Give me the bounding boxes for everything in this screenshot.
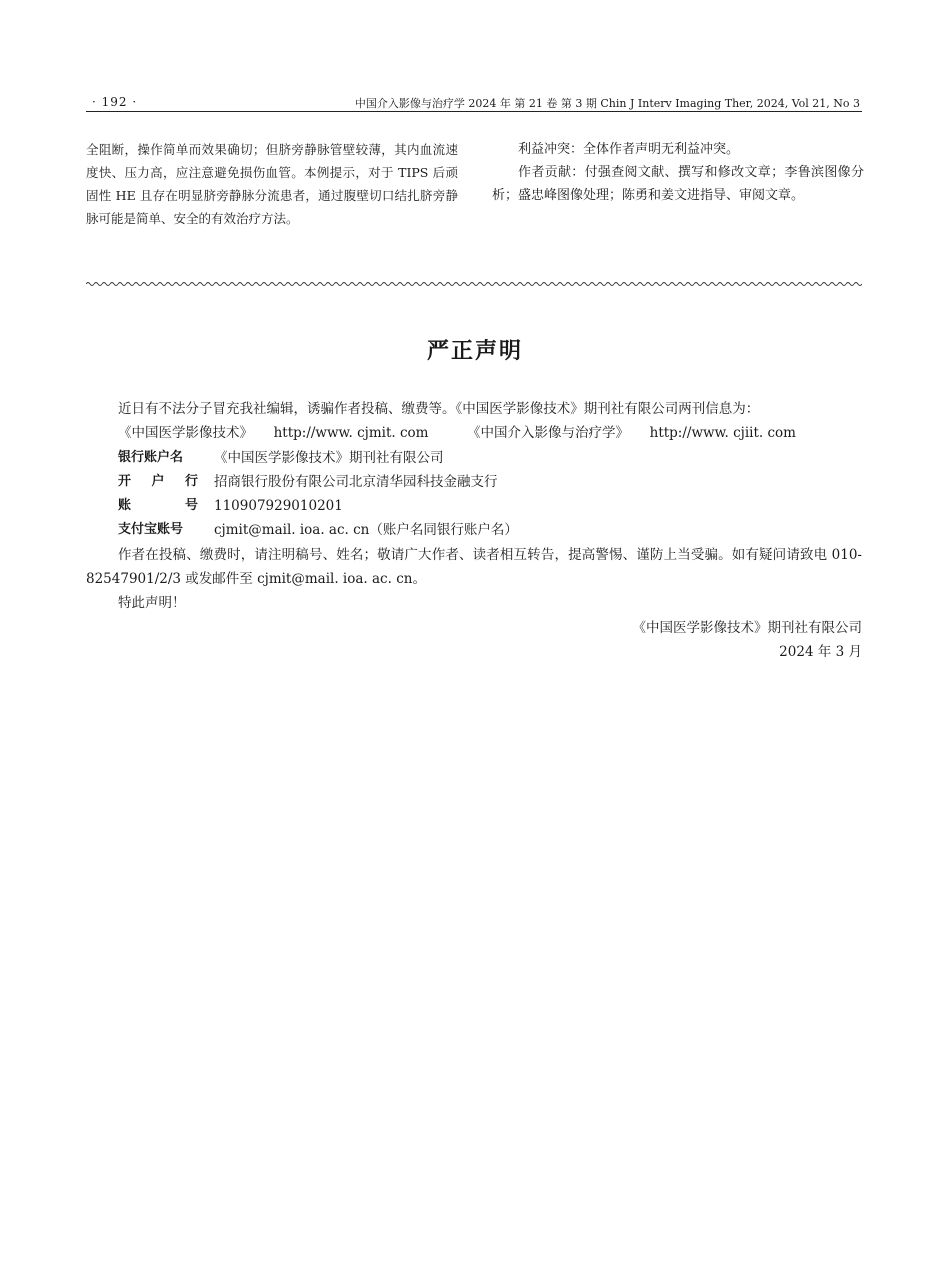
bank-branch-value: 招商银行股份有限公司北京清华园科技金融支行	[214, 473, 498, 490]
bank-account-name-label: 银行账户名	[118, 449, 184, 465]
notice-intro: 近日有不法分子冒充我社编辑，诱骗作者投稿、缴费等。《中国医学影像技术》期刊社有限公司两刊信息为：	[118, 401, 760, 417]
article-left-column	[86, 138, 458, 230]
author-contributions: 作者贡献：付强查阅文献、撰写和修改文章；李鲁滨图像分析；盛忠峰图像处理；陈勇和姜文进指导、审阅文章。	[492, 165, 864, 203]
bank-branch-label: 开 户 行	[118, 473, 198, 489]
notice-warning: 作者在投稿、缴费时，请注明稿号、姓名；敬请广大作者、读者相互转告，提高警惕、谨防上当受骗。如有疑问请致电 010-82547901/2/3 或发邮件至 cjmit@mail. ioa. ac. cn。	[86, 546, 862, 588]
page-number: · 192 ·	[92, 95, 138, 109]
conflict-of-interest: 利益冲突：全体作者声明无利益冲突。	[518, 142, 740, 157]
account-number-row	[86, 494, 862, 518]
wave-divider	[86, 279, 862, 289]
notice-signature: 《中国医学影像技术》期刊社有限公司	[632, 619, 862, 636]
alipay-label: 支付宝账号	[118, 522, 184, 538]
header-rule	[86, 111, 862, 112]
account-number-label: 账 号	[118, 498, 198, 514]
bank-account-name-value: 《中国医学影像技术》期刊社有限公司	[214, 449, 444, 466]
journal-sites	[86, 421, 862, 445]
notice-closing: 特此声明！	[118, 595, 186, 612]
notice-title: 严正声明	[426, 339, 523, 364]
journal2-url[interactable]: http://www. cjiit. com	[649, 425, 796, 442]
running-head: 中国介入影像与治疗学 2024 年 第 21 卷 第 3 期 Chin J Interv Imaging Ther, 2024, Vol 21, No 3	[354, 97, 860, 110]
alipay-row	[86, 518, 862, 542]
journal1-name: 《中国医学影像技术》	[118, 425, 253, 442]
account-number-value: 110907929010201	[214, 498, 343, 515]
bank-branch-row	[86, 470, 862, 494]
journal1-url[interactable]: http://www. cjmit. com	[273, 425, 429, 442]
article-right-column	[492, 138, 864, 207]
notice-date: 2024 年 3 月	[779, 643, 862, 660]
article-conclusion-text: 全阻断，操作简单而效果确切；但脐旁静脉管壁较薄，其内血流速度快、压力高，应注意避免损伤血管。本例提示，对于 TIPS 后顽固性 HE 且存在明显脐旁静脉分流患者，通过腹壁切口结扎脐旁静脉可能是简单、安全的有效治疗方法。	[86, 142, 458, 226]
bank-account-name-row	[86, 446, 862, 470]
notice-body	[86, 397, 862, 664]
journal2-name: 《中国介入影像与治疗学》	[467, 425, 630, 442]
alipay-value[interactable]: cjmit@mail. ioa. ac. cn（账户名同银行账户名）	[214, 522, 518, 539]
